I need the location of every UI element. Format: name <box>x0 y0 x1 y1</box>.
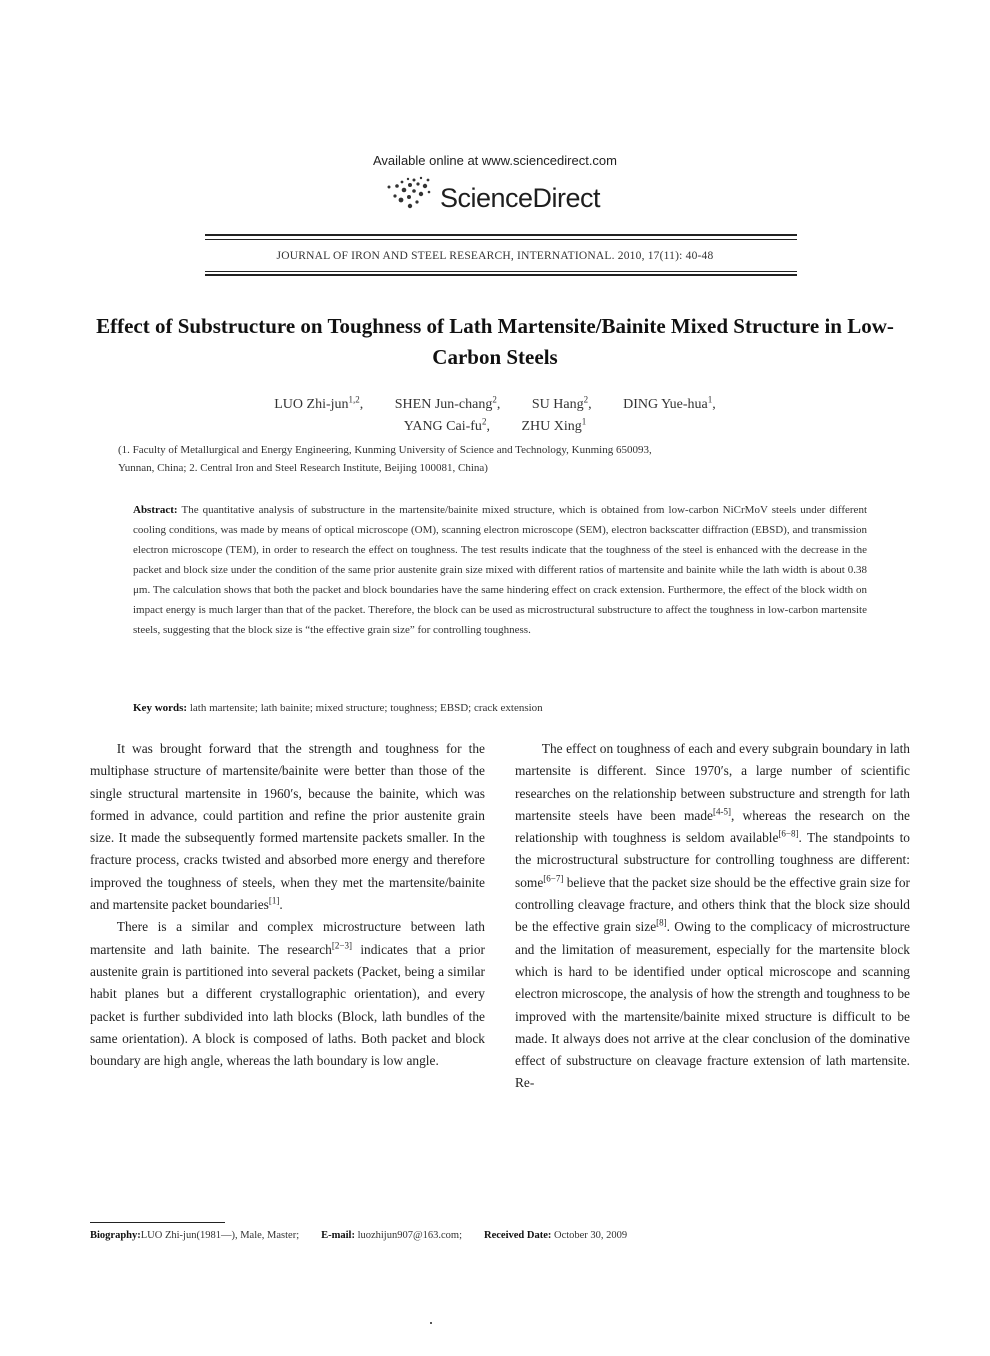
footnote-biography: Biography:LUO Zhi-jun(1981—), Male, Master; E-mail: luozhijun907@163.com; Received Date: October 30, 2009 <box>90 1230 628 1241</box>
citation-ref: [8] <box>656 917 667 928</box>
citation-ref: [2−3] <box>331 940 352 951</box>
author: ZHU Xing$^1$ <box>521 416 587 434</box>
paper-title: Effect of Substructure on Toughness of Lath Martensite/Bainite Mixed Structure in Low-Carbon Steels <box>96 314 894 369</box>
body-paragraph: There is a similar and complex microstructure between lath martensite and lath bainite. The research[2−3] indicates that a prior austenite grain is partitioned into several packets (Packet, being a similar habit planes but a different crystallographic orientation), and every packet is further subdivided into lath blocks (Block, lath bundles of the same orientation). A block is composed of laths. Both packet and block boundary are high angle, whereas the lath boundary is low angle. <box>90 919 485 1069</box>
footnote-rule <box>90 1222 225 1223</box>
keywords-label: Key words: <box>133 702 188 714</box>
keywords <box>133 702 867 714</box>
author: YANG Cai-$fu^2$, <box>403 416 490 434</box>
header-rule-top <box>205 234 797 236</box>
body-paragraph: The effect on toughness of each and every subgrain boundary in lath martensite is different. Since 1970′s, a large number of scientific researches on the relationship between substructure and strength for lath martensite steels have been made[4-5], whereas the research on the relationship with toughness is seldom available[6−8]. The standpoints to the microstructural substructure for controlling toughness are different: some[6−7] believe that the packet size should be the effective grain size for controlling cleavage fracture, and others think that the block size should be the effective grain size[8]. Owing to the complicacy of microstructure and the limitation of measurement, especially for the martensite block which is hard to be identified under optical microscope and scanning electron microscope, the analysis of how the strength and toughness to be improved with the martensite/bainite mixed structure is difficult to be made. It always does not arrive at the clear conclusion of the dominative effect of substructure on cleavage fracture extension of lath martensite. Re- <box>515 741 911 1091</box>
author: SU Hang$^2$, <box>531 394 592 412</box>
body-paragraph: It was brought forward that the strength and toughness for the multiphase structure of martensite/bainite were better than those of the single structural martensite in 1960′s, because the bainite, which was formed in advance, could partition and refine the prior austenite grain size. It made the subsequently formed martensite packets smaller. In the fracture process, cracks twisted and absorbed more energy and therefore improved the toughness of steels, when they met the martensite/bainite and martensite packet boundaries[1]. <box>90 741 485 913</box>
citation-ref: [4-5] <box>712 806 731 817</box>
abstract <box>133 500 867 640</box>
abstract-label: Abstract: <box>133 504 178 516</box>
sciencedirect-brand: ScienceDirect <box>440 183 601 213</box>
author: DING Yue-hua$^1$, <box>623 394 716 412</box>
authors-line-1 <box>0 394 990 413</box>
body-column-right <box>515 738 910 1095</box>
body-column-left <box>90 738 485 1072</box>
keywords-text: lath martensite; lath bainite; mixed structure; toughness; EBSD; crack extension <box>189 702 543 714</box>
citation-ref: [6−7] <box>543 873 564 884</box>
sciencedirect-tree-logo-icon <box>383 176 433 212</box>
available-online-line: Available online at www.sciencedirect.com <box>373 153 617 168</box>
author: SHEN Jun-chang$^2$, <box>394 394 501 412</box>
affiliation-line-1: (1. Faculty of Metallurgical and Energy Engineering, Kunming University of Science and Technology, Kunming 650093, <box>118 444 652 456</box>
abstract-text: The quantitative analysis of substructure in the martensite/bainite mixed structure, which is obtained from low-carbon NiCrMoV steels under different cooling conditions, was made by means of optical microscope (OM), scanning electron microscope (SEM), electron backscatter diffraction (EBSD), and transmission electron microscope (TEM), in order to research the effect on toughness. The test results indicate that the toughness of the steel is enhanced with the decrease in the packet and block size under the condition of the same prior austenite grain size mixed with different ratios of martensite and bainite while the lath width is about 0.38 μm. The calculation shows that both the packet and block boundaries have the same hindering effect on crack extension. Furthermore, the effect of the block width on impact energy is much larger than that of the packet. Therefore, the block can be used as microstructural substructure to affect the toughness in low-carbon martensite steels, suggesting that the block size is “the effective grain size” for controlling toughness. <box>133 504 867 636</box>
header-rule-top-thin <box>205 239 797 240</box>
author: LUO Zhi-jun$^{1,2}$, <box>274 394 364 412</box>
header-rule-bottom <box>205 274 797 276</box>
authors-line-2 <box>0 416 990 435</box>
journal-citation: JOURNAL OF IRON AND STEEL RESEARCH, INTERNATIONAL. 2010, 17(11): 40-48 <box>276 250 714 262</box>
citation-ref: [1] <box>268 895 280 906</box>
header-rule-bottom-thin <box>205 271 797 272</box>
page-speck <box>430 1322 432 1324</box>
affiliation-line-2: Yunnan, China; 2. Central Iron and Steel Research Institute, Beijing 100081, China) <box>118 462 488 474</box>
citation-ref: [6−8] <box>778 828 799 839</box>
